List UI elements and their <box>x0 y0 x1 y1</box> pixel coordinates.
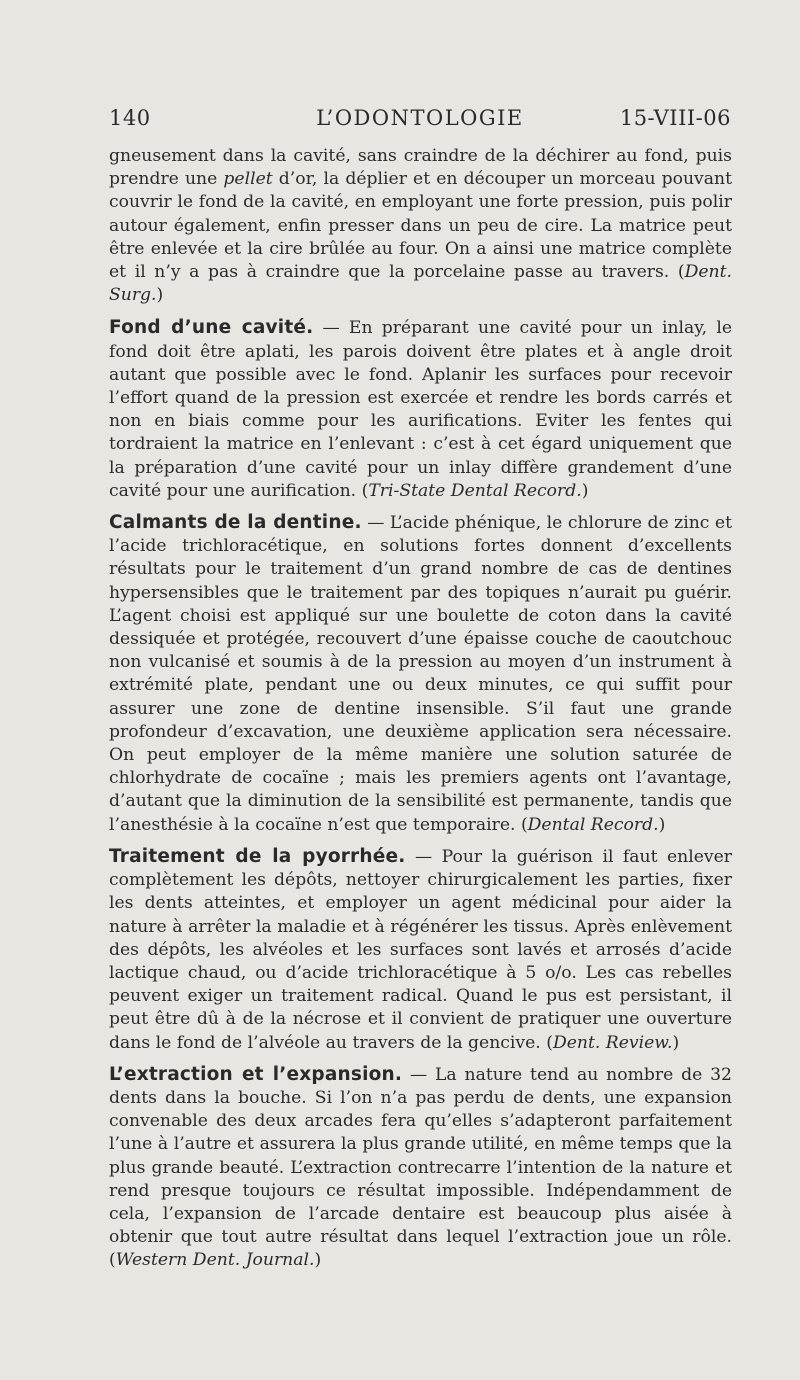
section-heading: L’extraction et l’expansion. <box>109 1063 403 1085</box>
paragraph-text: — Pour la guérison il faut enlever complètement les dépôts, nettoyer chirurgicalement les parties, fixer les dents atteintes, et employer un agent médicinal pour aider la nature à arrêter la maladie et à régénérer les tissus. Après enlèvement des dépôts, les alvéoles et les surfaces sont lavés et arrosés d’acide lactique chaud, ou d’acide trichloracétique à 5 o/o. Les cas rebelles peuvent exiger un traitement radical. Quand le pus est persistant, il peut être dû à de la nécrose et il convient de pratiquer une ouverture dans le fond de l’alvéole au travers de la gencive. ( <box>109 846 732 1053</box>
source-citation: Western Dent. Journal. <box>115 1250 315 1271</box>
paragraph-text: — L’acide phénique, le chlorure de zinc et l’acide trichloracétique, en solutions fortes donnent d’excellents résultats pour le traitement d’un grand nombre de cas de dentines hypersensibles que le traitement par des topiques n’aurait pu guérir. L’agent choisi est appliqué sur une boulette de coton dans la cavité dessiquée et protégée, recouvert d’une épaisse couche de caoutchouc non vulcanisé et soumis à de la pression au moyen d’un instrument à extrémité plate, pendant une ou deux minutes, ce qui suffit pour assurer une zone de dentine insensible. S’il faut une grande profondeur d’excavation, une deuxième application sera nécessaire. On peut employer de la même manière une solution saturée de chlorhydrate de cocaïne ; mais les premiers agents ont l’avantage, d’autant que la diminution de la sensibilité est permanente, tandis que l’anesthésie à la cocaïne n’est que temporaire. ( <box>109 513 732 835</box>
page-number: 140 <box>109 106 151 130</box>
section-heading: Fond d’une cavité. <box>109 317 314 339</box>
paragraph-text: d’or, la déplier et en découper un morceau pouvant couvrir le fond de la cavité, en employant une forte pression, puis polir autour également, enfin presser dans un peu de cire. La matrice peut être enlevée et la cire brûlée au four. On a ainsi une matrice complète et il n’y a pas à craindre que la porcelaine passe au travers. ( <box>109 169 732 283</box>
source-citation: Dental Record. <box>527 814 659 835</box>
citation-close: ) <box>314 1250 322 1271</box>
paragraph-calmants <box>109 511 732 837</box>
paragraph-matrice <box>109 145 732 307</box>
emphasis-term: pellet <box>223 169 273 190</box>
citation-close: ) <box>658 814 666 835</box>
journal-title: L’ODONTOLOGIE <box>316 106 524 130</box>
source-citation: Tri-State Dental Record. <box>368 480 582 501</box>
article-body <box>109 145 732 1281</box>
paragraph-pyorrhee <box>109 845 732 1055</box>
source-citation: Dent. Review. <box>552 1032 673 1053</box>
paragraph-text: gneusement dans la cavité, sans craindre de la déchirer au fond, puis prendre une <box>109 146 732 190</box>
paragraph-fond-cavite <box>109 316 732 503</box>
citation-close: ) <box>672 1032 680 1053</box>
issue-date: 15-VIII-06 <box>619 106 731 130</box>
running-header <box>109 104 731 138</box>
section-heading: Traitement de la pyorrhée. <box>109 845 406 867</box>
paragraph-extraction <box>109 1063 732 1273</box>
source-citation: Dent. Surg. <box>109 262 732 306</box>
citation-close: ) <box>156 285 164 306</box>
paragraph-text: — En préparant une cavité pour un inlay, le fond doit être aplati, les parois doivent être plates et à angle droit autant que possible avec le fond. Aplanir les surfaces pour recevoir l’effort quand de la pression est exercée et rendre les bords carrés et non en biais comme pour les aurifications. Eviter les fentes qui tordraient la matrice en l’enlevant : c’est à cet égard uniquement que la préparation d’une cavité pour un inlay diffère grandement d’une cavité pour une aurification. ( <box>109 318 732 501</box>
paragraph-text: — La nature tend au nombre de 32 dents dans la bouche. Si l’on n’a pas perdu de dents, une expansion convenable des deux arcades fera qu’elles s’adapteront parfaitement l’une à l’autre et assurera la plus grande utilité, en même temps que la plus grande beauté. L’extraction contrecarre l’intention de la nature et rend presque toujours ce résultat impossible. Indépendamment de cela, l’expansion de l’arcade dentaire est beaucoup plus aisée à obtenir que tout autre résultat dans lequel l’extraction joue un rôle. ( <box>109 1064 732 1271</box>
section-heading: Calmants de la dentine. <box>109 512 362 534</box>
citation-close: ) <box>581 480 589 501</box>
